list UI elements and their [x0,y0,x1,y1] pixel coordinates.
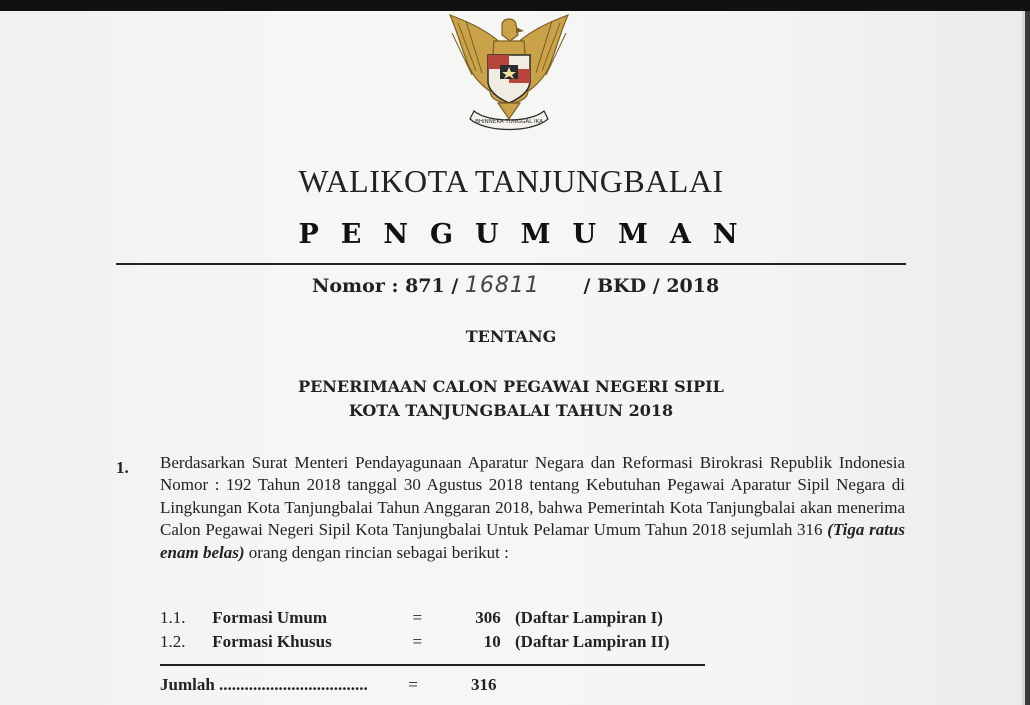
formation-row [160,632,670,652]
top-dark-edge [0,0,1030,11]
paragraph-emphasis: (Tiga ratus enam belas) [160,520,906,562]
subject-line-1: PENERIMAAN CALON PEGAWAI NEGERI SIPIL [298,377,724,396]
formation-code: 1.2. [160,632,186,651]
formation-value: 10 [483,632,501,651]
subject-line-2: KOTA TANJUNGBALAI TAHUN 2018 [348,401,674,420]
announcement-heading: PENGUMUMAN [298,219,760,250]
formation-row [160,608,663,628]
formation-equals: = [412,608,423,627]
heading-divider [116,263,906,265]
paragraph-text: Berdasarkan Surat Menteri Pendayagunaan Aparatur Negara dan Reformasi Birokrasi Republik Indonesia Nomor : 192 Tahun 2018 tanggal 30 Agustus 2018 tentang Kebutuhan Pegawai Aparatur Sipil Negara di Lingkungan Kota Tanjungbalai Tahun Anggaran 2018, bahwa Pemerintah Kota Tanjungbalai akan menerima Calon Pegawai Negeri Sipil Kota Tanjungbalai Untuk Pelamar Umum Tahun 2018 sejumlah 316 [160,453,905,540]
about-label: TENTANG [465,327,557,346]
subject-heading [0,375,1022,423]
item-number: 1. [116,458,129,477]
nomor-prefix: Nomor : 871 / [312,275,459,297]
garuda-emblem-icon [436,11,582,133]
total-divider [160,664,705,666]
nomor-suffix: / BKD / 2018 [583,275,720,297]
formation-code: 1.1. [160,608,186,627]
nomor-handwritten: 16811 [464,273,540,298]
main-paragraph [160,452,905,564]
document-page [0,11,1025,705]
document-number [312,273,719,298]
formation-note: (Daftar Lampiran I) [515,608,663,627]
paragraph-end: orang dengan rincian sebagai berikut : [248,542,509,562]
total-equals: = [408,675,418,694]
total-label: Jumlah ................................... [160,675,368,694]
formation-value: 306 [475,608,501,627]
total-row [160,675,497,695]
formation-equals: = [412,632,423,651]
document-title: WALIKOTA TANJUNGBALAI [298,163,724,199]
formation-label: Formasi Umum [212,608,327,627]
emblem-motto: BHINNEKA TUNGGAL IKA [475,119,543,125]
formation-note: (Daftar Lampiran II) [515,632,670,651]
formation-label: Formasi Khusus [212,632,332,651]
total-value: 316 [471,675,497,694]
